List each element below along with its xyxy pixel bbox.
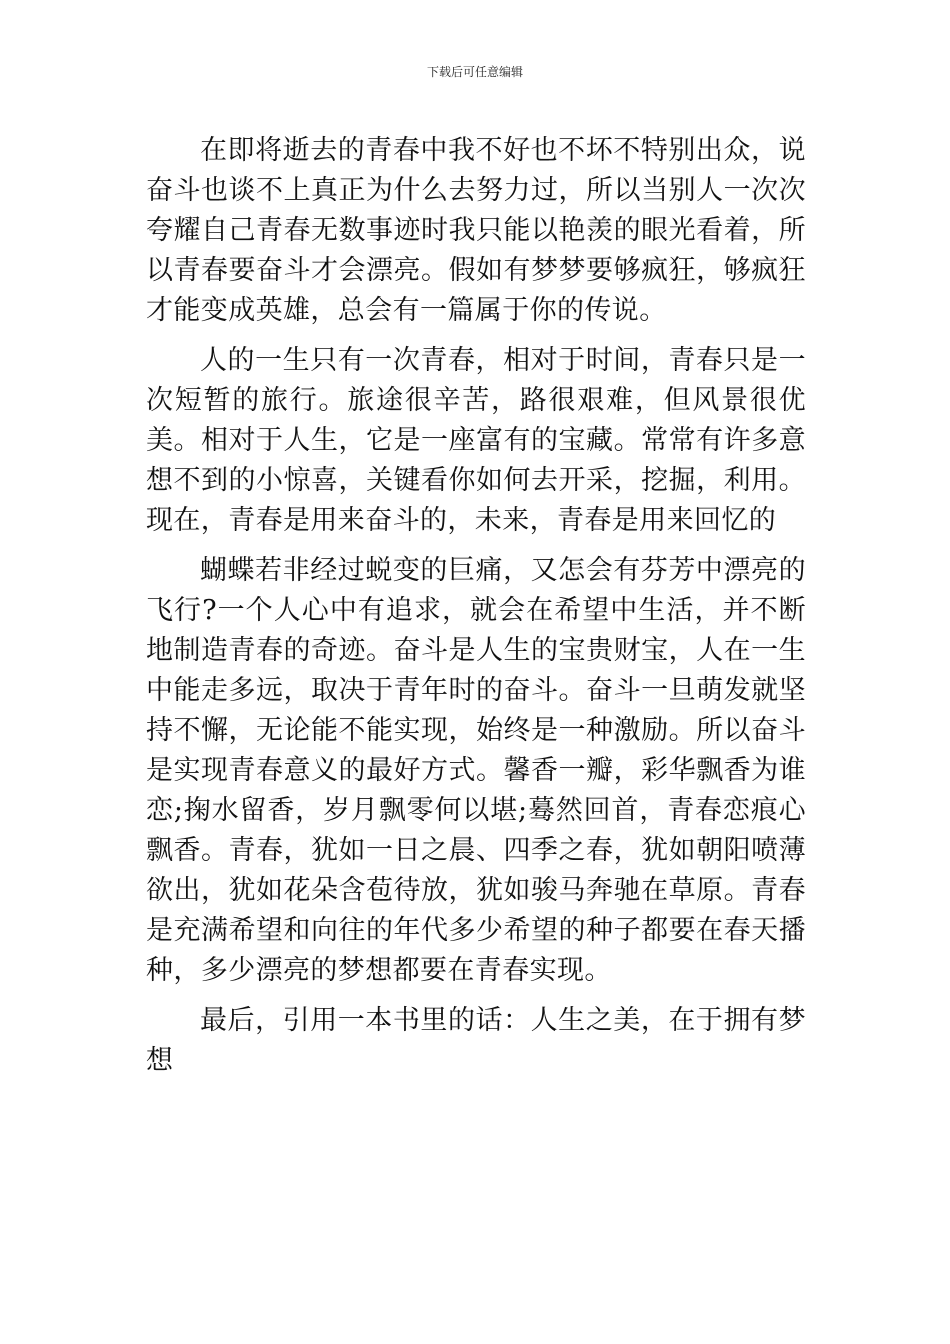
paragraph-2: 人的一生只有一次青春，相对于时间，青春只是一次短暂的旅行。旅途很辛苦，路很艰难，但风景很优美。相对于人生，它是一座富有的宝藏。常常有许多意想不到的小惊喜，关键看你如何去开采，挖掘，利用。现在，青春是用来奋斗的，未来，青春是用来回忆的 — [146, 345, 806, 536]
paragraph-3: 蝴蝶若非经过蜕变的巨痛，又怎会有芬芳中漂亮的飞行?一个人心中有追求，就会在希望中生活，并不断地制造青春的奇迹。奋斗是人生的宝贵财宝，人在一生中能走多远，取决于青年时的奋斗。奋斗一旦萌发就坚持不懈，无论能不能实现，始终是一种激励。所以奋斗是实现青春意义的最好方式。馨香一瓣，彩华飘香为谁恋;掬水留香，岁月飘零何以堪;蓦然回首，青春恋痕心飘香。青春，犹如一日之晨、四季之春，犹如朝阳喷薄欲出，犹如花朵含苞待放，犹如骏马奔驰在草原。青春是充满希望和向往的年代多少希望的种子都要在春天播种，多少漂亮的梦想都要在青春实现。 — [146, 555, 806, 986]
paragraph-1: 在即将逝去的青春中我不好也不坏不特别出众，说奋斗也谈不上真正为什么去努力过，所以当别人一次次夸耀自己青春无数事迹时我只能以艳羡的眼光看着，所以青春要奋斗才会漂亮。假如有梦梦要够疯狂，够疯狂才能变成英雄，总会有一篇属于你的传说。 — [146, 135, 806, 326]
document-body — [146, 131, 806, 1081]
paragraph-4: 最后，引用一本书里的话：人生之美，在于拥有梦想 — [146, 1005, 806, 1076]
page-header: 下载后可任意编辑 — [426, 65, 523, 79]
